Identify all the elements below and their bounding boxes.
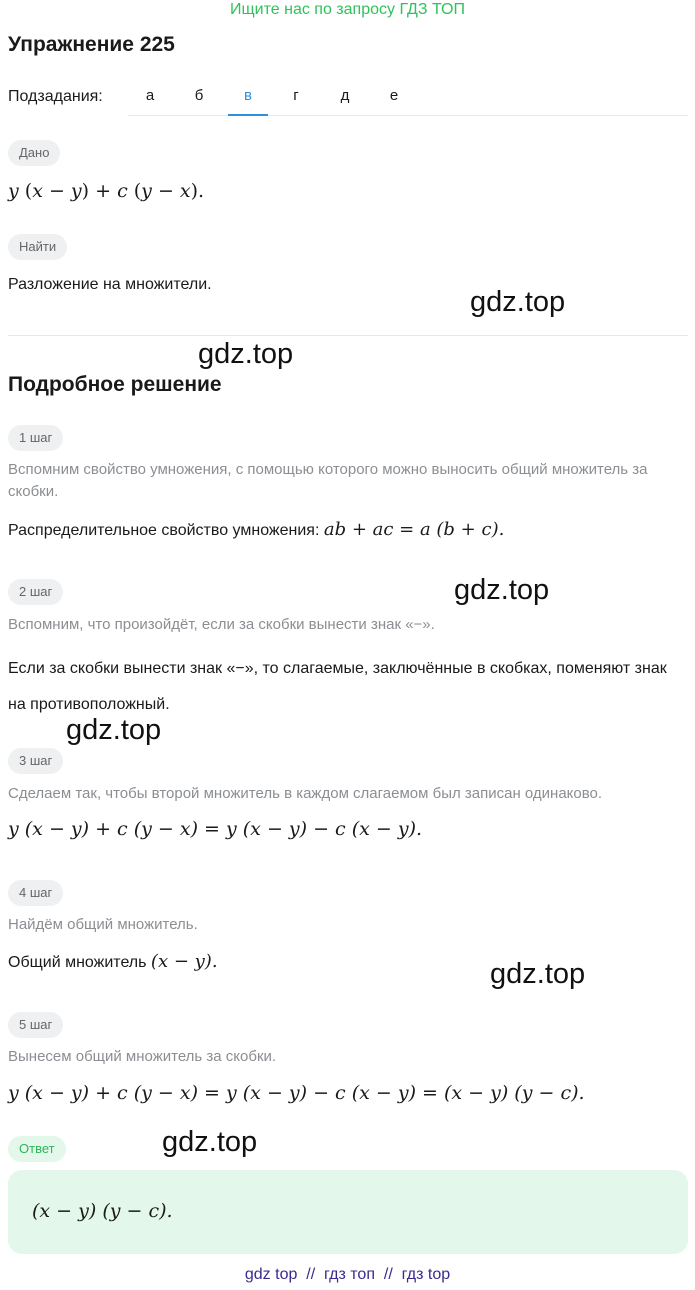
step-4-formula: (x − y).	[150, 951, 218, 972]
subtasks-label: Подзадания:	[8, 88, 103, 105]
given-expression: y (x − y) + c (y − x).	[8, 180, 205, 202]
step-3-hint: Сделаем так, чтобы второй множитель в каждом слагаемом был записан одинаково.	[8, 785, 603, 802]
step-4-hint: Найдём общий множитель.	[8, 916, 198, 933]
watermark: gdz.top	[162, 1126, 258, 1158]
step-5-hint: Вынесем общий множитель за скобки.	[8, 1048, 277, 1065]
watermark: gdz.top	[470, 286, 566, 318]
search-banner[interactable]: Ищите нас по запросу ГДЗ ТОП	[230, 1, 465, 18]
watermark: gdz.top	[66, 714, 162, 746]
subtask-tabs	[128, 76, 688, 116]
given-pill: Дано	[8, 140, 60, 166]
step-1-hint: Вспомним свойство умножения, с помощью которого можно выносить общий множитель за скобки.	[8, 461, 648, 500]
step-2-hint: Вспомним, что произойдёт, если за скобки вынести знак «−».	[8, 616, 435, 633]
answer-pill: Ответ	[8, 1136, 66, 1162]
answer-box	[8, 1170, 688, 1254]
solution-title: Подробное решение	[8, 373, 222, 396]
step-1-formula: ab + ac = a (b + c).	[323, 519, 505, 540]
divider	[8, 335, 688, 336]
step-5-pill: 5 шаг	[8, 1012, 63, 1038]
tab-g[interactable]: г	[293, 87, 299, 104]
tab-b[interactable]: б	[194, 87, 204, 104]
tab-a[interactable]: а	[145, 87, 155, 104]
step-3-pill: 3 шаг	[8, 748, 63, 774]
watermark: gdz.top	[490, 958, 586, 990]
page-title: Упражнение 225	[8, 33, 175, 56]
step-2-text: Если за скобки вынести знак «−», то слагаемые, заключённые в скобках, поменяют знак на противоположный.	[8, 660, 667, 713]
step-2-pill: 2 шаг	[8, 579, 63, 605]
step-3-formula: y (x − y) + c (y − x) = y (x − y) − c (x − y).	[8, 818, 423, 840]
footer-links[interactable]: gdz top // гдз топ // гдз top	[244, 1266, 451, 1283]
step-5-formula: y (x − y) + c (y − x) = y (x − y) − c (x − y) = (x − y) (y − c).	[8, 1082, 585, 1104]
watermark: gdz.top	[198, 338, 294, 370]
step-1-text: Распределительное свойство умножения: ab + ac = a (b + c).	[8, 519, 505, 540]
tab-d[interactable]: д	[340, 87, 350, 104]
step-1-pill: 1 шаг	[8, 425, 63, 451]
answer-formula: (x − y) (y − c).	[32, 1200, 173, 1222]
find-pill: Найти	[8, 234, 67, 260]
watermark: gdz.top	[454, 574, 550, 606]
tab-v[interactable]: в	[228, 76, 268, 116]
step-4-text: Общий множитель (x − y).	[8, 951, 218, 972]
find-text: Разложение на множители.	[8, 276, 212, 293]
step-4-pill: 4 шаг	[8, 880, 63, 906]
tab-e[interactable]: е	[389, 87, 399, 104]
